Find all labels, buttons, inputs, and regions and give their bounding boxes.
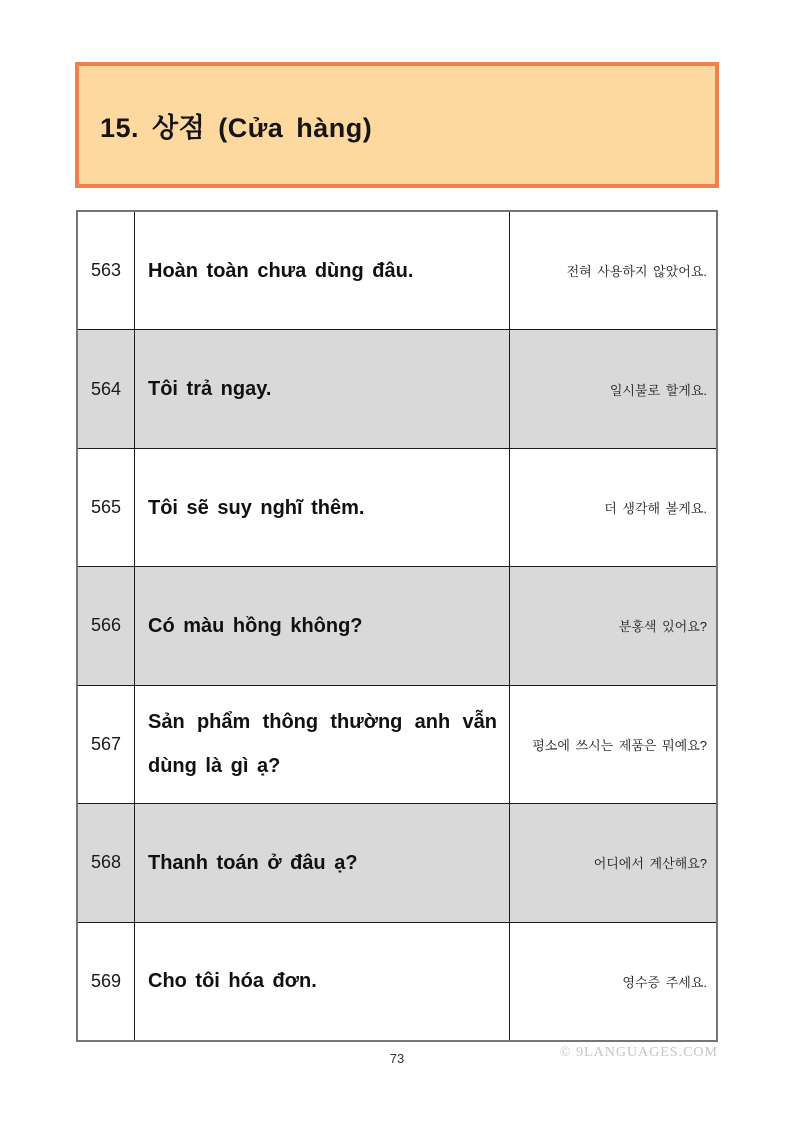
vietnamese-phrase: Sản phẩm thông thường anh vẫn dùng là gì ạ? — [148, 711, 497, 778]
row-number: 563 — [78, 212, 135, 329]
chapter-title-banner — [75, 62, 719, 188]
row-number: 568 — [78, 804, 135, 921]
korean-translation: 일시불로 할게요. — [609, 382, 707, 398]
watermark: © 9LANGUAGES.COM — [559, 1045, 718, 1060]
vietnamese-phrase: Tôi trả ngay. — [148, 378, 272, 401]
vietnamese-phrase: Hoàn toàn chưa dùng đâu. — [148, 259, 414, 282]
table-row — [78, 449, 716, 567]
vietnamese-phrase: Tôi sẽ suy nghĩ thêm. — [148, 496, 365, 519]
row-number: 565 — [78, 449, 135, 566]
row-number: 569 — [78, 923, 135, 1040]
korean-translation: 어디에서 계산해요? — [593, 856, 707, 872]
row-number: 567 — [78, 686, 135, 803]
phrase-table — [76, 210, 718, 1042]
vietnamese-phrase-cell — [135, 212, 510, 329]
korean-translation: 전혀 사용하지 않았어요. — [566, 264, 707, 280]
table-row — [78, 923, 716, 1040]
vietnamese-phrase: Cho tôi hóa đơn. — [148, 970, 317, 993]
table-row — [78, 567, 716, 685]
korean-translation: 영수증 주세요. — [622, 974, 707, 990]
vietnamese-phrase-cell — [135, 330, 510, 447]
row-number: 566 — [78, 567, 135, 684]
page-number: 73 — [389, 1051, 405, 1066]
table-row — [78, 212, 716, 330]
table-row — [78, 330, 716, 448]
vietnamese-phrase-cell — [135, 567, 510, 684]
table-row — [78, 686, 716, 804]
vietnamese-phrase-cell — [135, 804, 510, 921]
vietnamese-phrase-cell — [135, 923, 510, 1040]
korean-translation: 평소에 쓰시는 제품은 뭐예요? — [532, 737, 707, 753]
vietnamese-phrase-cell — [135, 686, 510, 803]
vietnamese-phrase: Thanh toán ở đâu ạ? — [148, 851, 358, 874]
vietnamese-phrase-cell — [135, 449, 510, 566]
table-row — [78, 804, 716, 922]
vietnamese-phrase: Có màu hồng không? — [148, 614, 363, 637]
row-number: 564 — [78, 330, 135, 447]
page-title: 15. 상점 (Cửa hàng) — [100, 112, 373, 143]
korean-translation: 더 생각해 볼게요. — [604, 501, 707, 517]
korean-translation: 분홍색 있어요? — [618, 619, 707, 635]
